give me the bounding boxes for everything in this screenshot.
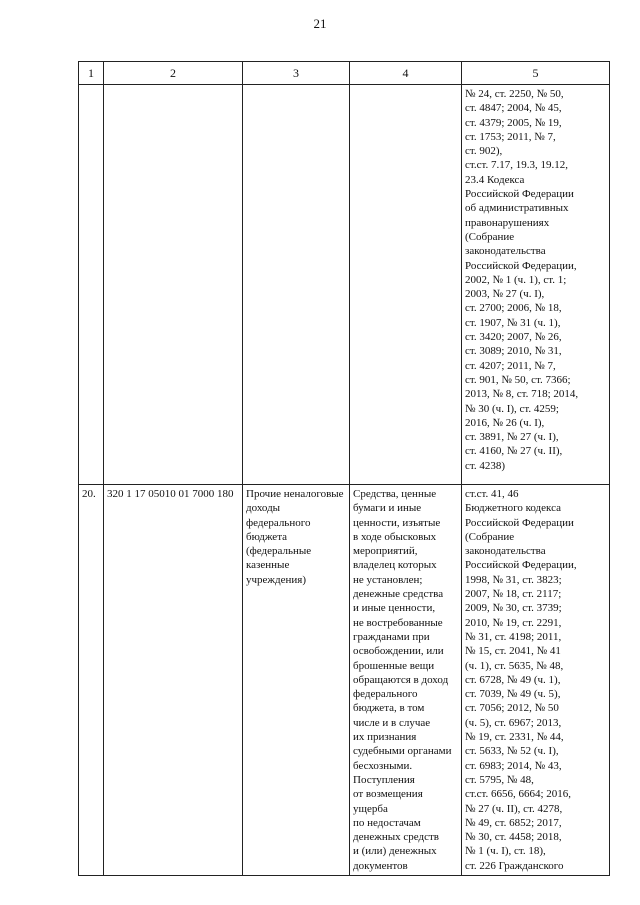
text-line: ущерба	[353, 802, 388, 815]
text-line: и (или) денежных	[353, 845, 437, 858]
cont-cell-5	[462, 85, 610, 485]
text-line: ст. 901, № 50, ст. 7366;	[465, 373, 571, 386]
text-line: ст. 3891, № 27 (ч. I),	[465, 431, 559, 444]
text-line: Бюджетного кодекса	[465, 502, 562, 515]
text-line: 2007, № 18, ст. 2117;	[465, 588, 562, 601]
text-line: казенные	[246, 559, 290, 572]
text-line: (ч. 5), ст. 6967; 2013,	[465, 716, 562, 729]
cont-cell-3	[243, 85, 350, 485]
text-line: законодательства	[465, 245, 546, 258]
text-line: ст.ст. 7.17, 19.3, 19.12,	[465, 159, 568, 172]
text-line: ст. 5795, № 48,	[465, 773, 534, 786]
text-line: ст. 6728, № 49 (ч. 1),	[465, 673, 561, 686]
text-line: денежные средства	[353, 588, 444, 601]
text-line: ст. 4160, № 27 (ч. II),	[465, 445, 563, 458]
header-col-2: 2	[104, 62, 243, 85]
row20-col4	[350, 485, 462, 876]
text-line: 2009, № 30, ст. 3739;	[465, 602, 562, 615]
text-line: 23.4 Кодекса	[465, 173, 525, 186]
text-line: № 31, ст. 4198; 2011,	[465, 630, 562, 643]
text-line: Российской Федерации,	[465, 559, 577, 572]
text-line: ст. 7039, № 49 (ч. 5),	[465, 688, 561, 701]
text-line: Российской Федерации	[465, 188, 574, 201]
text-line: ст. 7056; 2012, № 50	[465, 702, 559, 715]
text-line: не востребованные	[353, 616, 443, 629]
row20-col4-text	[353, 487, 458, 873]
row20-col5-text	[465, 487, 606, 873]
text-line: освобождении, или	[353, 645, 444, 658]
text-line: ст. 4379; 2005, № 19,	[465, 116, 562, 129]
text-line: обращаются в доход	[353, 673, 449, 686]
text-line: бумаги и иные	[353, 502, 422, 515]
text-line: Российской Федерации,	[465, 259, 577, 272]
cont-col5-text	[465, 87, 606, 473]
text-line: в ходе обысковых	[353, 530, 437, 543]
text-line: ценности, изъятые	[353, 516, 441, 529]
text-line: № 49, ст. 6852; 2017,	[465, 816, 562, 829]
header-col-3: 3	[243, 62, 350, 85]
text-line: ст.ст. 6656, 6664; 2016,	[465, 788, 572, 801]
header-col-5: 5	[462, 62, 610, 85]
row20-col5	[462, 485, 610, 876]
text-line: 2010, № 19, ст. 2291,	[465, 616, 562, 629]
text-line: № 15, ст. 2041, № 41	[465, 645, 561, 658]
text-line: судебными органами	[353, 745, 452, 758]
text-line: ст. 3089; 2010, № 31,	[465, 345, 562, 358]
header-col-1: 1	[79, 62, 104, 85]
text-line: бюджета	[246, 530, 288, 543]
text-line: № 1 (ч. I), ст. 18),	[465, 845, 546, 858]
table-row-continued	[79, 85, 610, 485]
text-line: 1998, № 31, ст. 3823;	[465, 573, 562, 586]
text-line: денежных средств	[353, 831, 439, 844]
text-line: мероприятий,	[353, 545, 418, 558]
text-line: № 19, ст. 2331, № 44,	[465, 731, 564, 744]
text-line: 2003, № 27 (ч. I),	[465, 288, 545, 301]
cont-cell-2	[104, 85, 243, 485]
text-line: ст. 5633, № 52 (ч. I),	[465, 745, 559, 758]
text-line: 2013, № 8, ст. 718; 2014,	[465, 388, 579, 401]
text-line: ст. 2700; 2006, № 18,	[465, 302, 562, 315]
text-line: гражданами при	[353, 630, 430, 643]
text-line: Поступления	[353, 773, 415, 786]
text-line: федерального	[353, 688, 418, 701]
text-line: ст. 902),	[465, 145, 503, 158]
text-line: № 27 (ч. II), ст. 4278,	[465, 802, 563, 815]
text-line: бесхозными.	[353, 759, 413, 772]
text-line: (Собрание	[465, 530, 515, 543]
text-line: числе и в случае	[353, 716, 431, 729]
page-number: 21	[313, 16, 327, 31]
text-line: (Собрание	[465, 230, 515, 243]
text-line: Прочие неналоговые	[246, 488, 344, 500]
text-line: бюджета, в том	[353, 702, 425, 715]
text-line: (ч. 1), ст. 5635, № 48,	[465, 659, 564, 672]
text-line: учреждения)	[246, 573, 306, 586]
row20-col3-text	[246, 487, 346, 587]
text-line: ст. 3420; 2007, № 26,	[465, 331, 562, 344]
cont-cell-1	[79, 85, 104, 485]
text-line: ст. 1753; 2011, № 7,	[465, 130, 556, 143]
text-line: № 30 (ч. I), ст. 4259;	[465, 402, 559, 415]
text-line: 2002, № 1 (ч. 1), ст. 1;	[465, 273, 567, 286]
text-line: ст.ст. 41, 46	[465, 488, 519, 500]
text-line: № 30, ст. 4458; 2018,	[465, 831, 562, 844]
text-line: их признания	[353, 731, 417, 744]
text-line: ст. 4847; 2004, № 45,	[465, 102, 562, 115]
text-line: (федеральные	[246, 545, 312, 558]
text-line: ст. 4207; 2011, № 7,	[465, 359, 556, 372]
document-table	[78, 61, 610, 876]
text-line: Российской Федерации	[465, 516, 574, 529]
text-line: брошенные вещи	[353, 659, 435, 672]
text-line: от возмещения	[353, 788, 423, 801]
text-line: законодательства	[465, 545, 546, 558]
text-line: 2016, № 26 (ч. I),	[465, 416, 545, 429]
row20-number: 20.	[79, 485, 104, 876]
text-line: № 24, ст. 2250, № 50,	[465, 88, 564, 100]
text-line: владелец которых	[353, 559, 437, 572]
text-line: не установлен;	[353, 573, 423, 586]
text-line: ст. 226 Гражданского	[465, 859, 564, 872]
text-line: доходы	[246, 502, 281, 515]
text-line: об административных	[465, 202, 569, 215]
header-col-4: 4	[350, 62, 462, 85]
row20-col3	[243, 485, 350, 876]
text-line: и иные ценности,	[353, 602, 436, 615]
row20-code: 320 1 17 05010 01 7000 180	[104, 485, 243, 876]
text-line: ст. 6983; 2014, № 43,	[465, 759, 562, 772]
table-row-20	[79, 485, 610, 876]
text-line: Средства, ценные	[353, 488, 437, 500]
text-line: документов	[353, 859, 408, 872]
text-line: правонарушениях	[465, 216, 550, 229]
text-line: федерального	[246, 516, 311, 529]
text-line: по недостачам	[353, 816, 421, 829]
text-line: ст. 1907, № 31 (ч. 1),	[465, 316, 561, 329]
cont-cell-4	[350, 85, 462, 485]
header-row	[79, 62, 610, 85]
text-line: ст. 4238)	[465, 459, 506, 472]
